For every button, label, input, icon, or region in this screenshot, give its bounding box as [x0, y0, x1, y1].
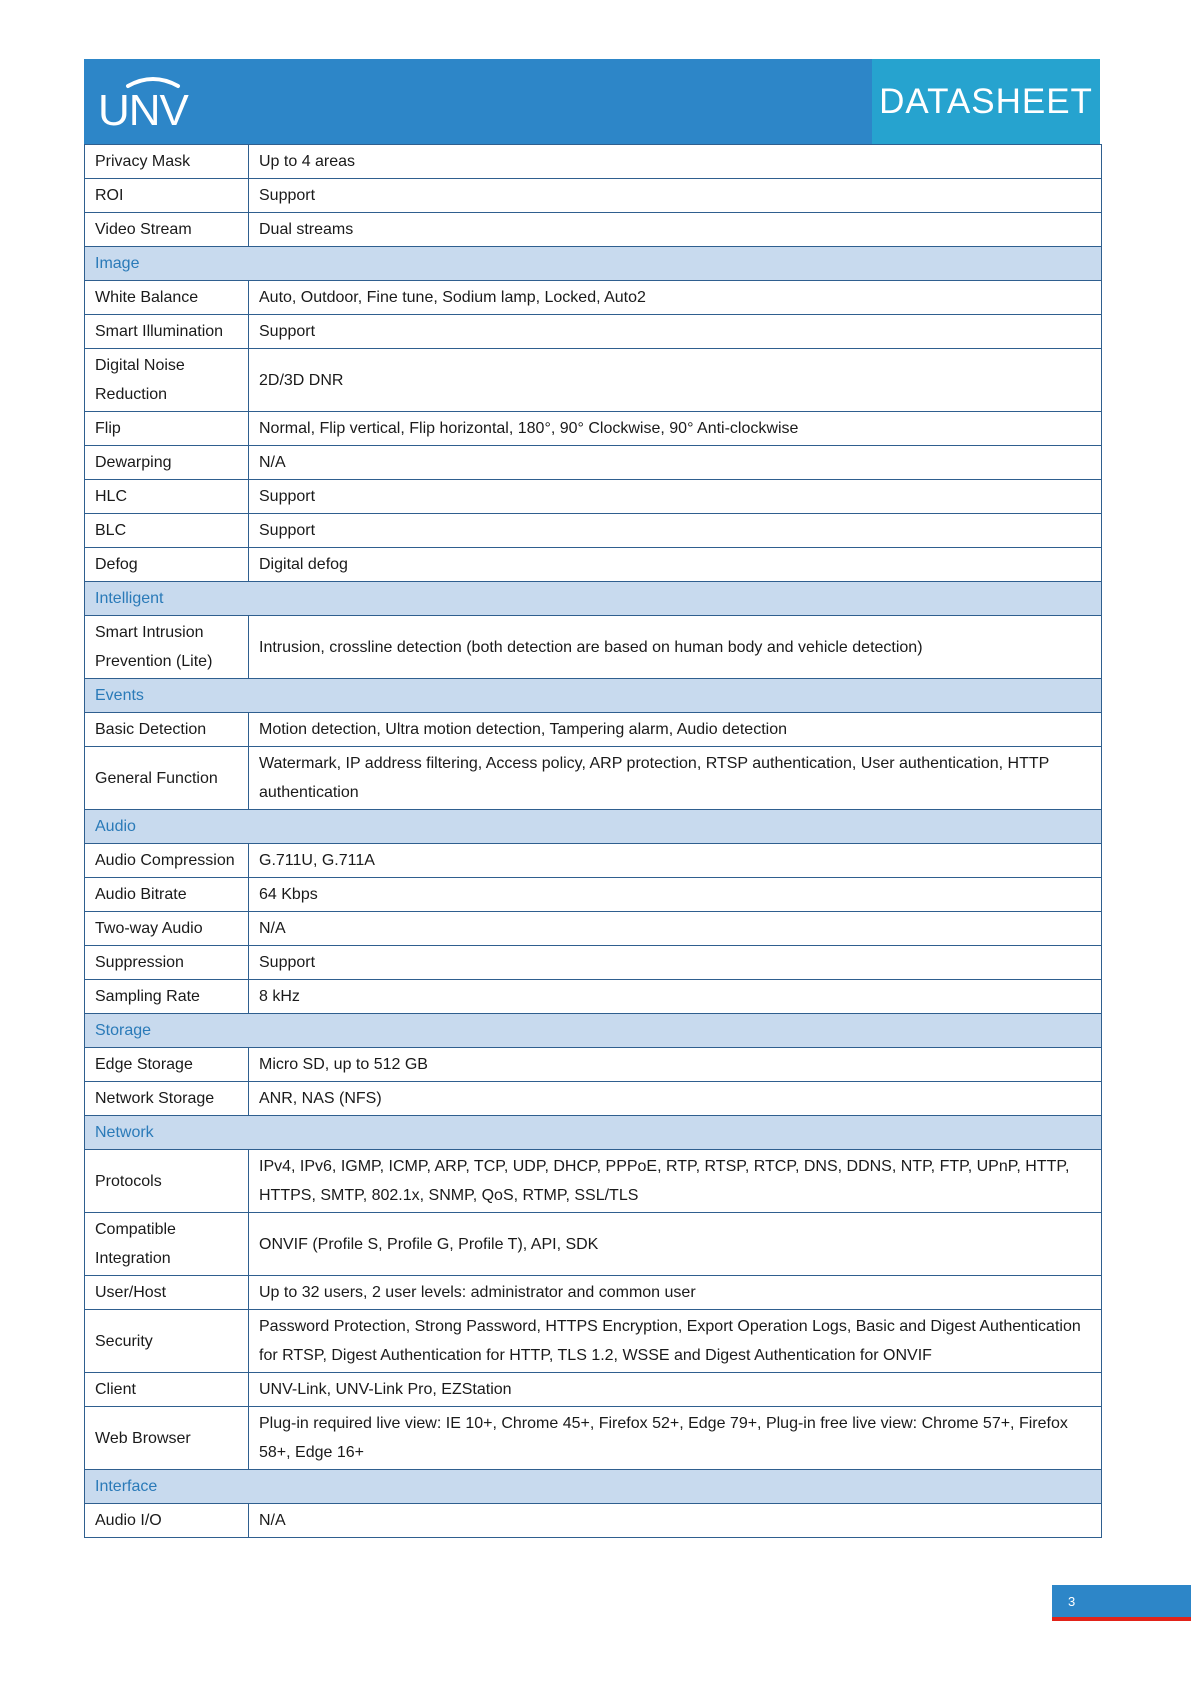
spec-value: Digital defog	[249, 548, 1102, 582]
spec-label: Web Browser	[85, 1407, 249, 1470]
spec-value: 8 kHz	[249, 980, 1102, 1014]
spec-row	[85, 1373, 1102, 1407]
spec-row	[85, 946, 1102, 980]
spec-value: Watermark, IP address filtering, Access policy, ARP protection, RTSP authentication, User authentication, HTTP authentication	[249, 747, 1102, 810]
spec-row	[85, 616, 1102, 679]
spec-label: Network Storage	[85, 1082, 249, 1116]
section-header-row	[85, 810, 1102, 844]
page-number: 3	[1052, 1585, 1191, 1617]
section-header-row	[85, 679, 1102, 713]
spec-label: Privacy Mask	[85, 145, 249, 179]
spec-row	[85, 446, 1102, 480]
spec-label: Sampling Rate	[85, 980, 249, 1014]
spec-row	[85, 844, 1102, 878]
spec-label: General Function	[85, 747, 249, 810]
spec-row	[85, 912, 1102, 946]
section-title: Audio	[85, 810, 1102, 844]
spec-label: BLC	[85, 514, 249, 548]
spec-value: Support	[249, 179, 1102, 213]
spec-row	[85, 179, 1102, 213]
spec-row	[85, 548, 1102, 582]
section-header-row	[85, 247, 1102, 281]
spec-value: Up to 32 users, 2 user levels: administrator and common user	[249, 1276, 1102, 1310]
spec-row	[85, 1504, 1102, 1538]
spec-label: Smart Intrusion Prevention (Lite)	[85, 616, 249, 679]
datasheet-badge: DATASHEET	[872, 59, 1100, 144]
section-header-row	[85, 1470, 1102, 1504]
spec-value: Support	[249, 946, 1102, 980]
spec-label: Basic Detection	[85, 713, 249, 747]
spec-value: Support	[249, 480, 1102, 514]
spec-value: N/A	[249, 912, 1102, 946]
spec-value: Support	[249, 315, 1102, 349]
spec-label: Smart Illumination	[85, 315, 249, 349]
spec-label: Security	[85, 1310, 249, 1373]
spec-row	[85, 315, 1102, 349]
spec-label: ROI	[85, 179, 249, 213]
spec-label: Defog	[85, 548, 249, 582]
spec-label: Suppression	[85, 946, 249, 980]
spec-row	[85, 1082, 1102, 1116]
section-header-row	[85, 582, 1102, 616]
spec-row	[85, 1276, 1102, 1310]
spec-row	[85, 747, 1102, 810]
spec-row	[85, 713, 1102, 747]
spec-row	[85, 1048, 1102, 1082]
spec-value: UNV-Link, UNV-Link Pro, EZStation	[249, 1373, 1102, 1407]
spec-value: Motion detection, Ultra motion detection, Tampering alarm, Audio detection	[249, 713, 1102, 747]
spec-label: Two-way Audio	[85, 912, 249, 946]
spec-value: ONVIF (Profile S, Profile G, Profile T), API, SDK	[249, 1213, 1102, 1276]
spec-value: N/A	[249, 446, 1102, 480]
spec-row	[85, 1213, 1102, 1276]
section-header-row	[85, 1014, 1102, 1048]
spec-label: Video Stream	[85, 213, 249, 247]
spec-value: 64 Kbps	[249, 878, 1102, 912]
page-header	[84, 59, 1100, 144]
spec-row	[85, 281, 1102, 315]
spec-value: Plug-in required live view: IE 10+, Chrome 45+, Firefox 52+, Edge 79+, Plug-in free live view: Chrome 57+, Firefox 58+, Edge 16+	[249, 1407, 1102, 1470]
spec-row	[85, 878, 1102, 912]
section-title: Network	[85, 1116, 1102, 1150]
section-title: Interface	[85, 1470, 1102, 1504]
spec-row	[85, 412, 1102, 446]
spec-table	[84, 144, 1102, 1538]
spec-label: Dewarping	[85, 446, 249, 480]
spec-row	[85, 1407, 1102, 1470]
spec-label: Flip	[85, 412, 249, 446]
spec-value: Micro SD, up to 512 GB	[249, 1048, 1102, 1082]
spec-row	[85, 480, 1102, 514]
svg-text:UNV: UNV	[98, 86, 188, 131]
spec-row	[85, 980, 1102, 1014]
section-title: Image	[85, 247, 1102, 281]
spec-value: Support	[249, 514, 1102, 548]
footer-accent-line	[1052, 1617, 1191, 1621]
spec-value: Intrusion, crossline detection (both detection are based on human body and vehicle detection)	[249, 616, 1102, 679]
spec-value: ANR, NAS (NFS)	[249, 1082, 1102, 1116]
spec-value: N/A	[249, 1504, 1102, 1538]
section-title: Events	[85, 679, 1102, 713]
spec-label: Compatible Integration	[85, 1213, 249, 1276]
spec-label: White Balance	[85, 281, 249, 315]
spec-label: Audio Compression	[85, 844, 249, 878]
section-title: Storage	[85, 1014, 1102, 1048]
spec-label: Edge Storage	[85, 1048, 249, 1082]
spec-value: 2D/3D DNR	[249, 349, 1102, 412]
spec-value: G.711U, G.711A	[249, 844, 1102, 878]
spec-label: Audio I/O	[85, 1504, 249, 1538]
spec-value: Auto, Outdoor, Fine tune, Sodium lamp, Locked, Auto2	[249, 281, 1102, 315]
spec-row	[85, 213, 1102, 247]
spec-label: User/Host	[85, 1276, 249, 1310]
spec-label: Protocols	[85, 1150, 249, 1213]
spec-label: Audio Bitrate	[85, 878, 249, 912]
spec-label: Client	[85, 1373, 249, 1407]
spec-value: Normal, Flip vertical, Flip horizontal, 180°, 90° Clockwise, 90° Anti-clockwise	[249, 412, 1102, 446]
spec-row	[85, 1310, 1102, 1373]
spec-value: Dual streams	[249, 213, 1102, 247]
spec-row	[85, 1150, 1102, 1213]
spec-row	[85, 145, 1102, 179]
spec-label: Digital Noise Reduction	[85, 349, 249, 412]
unv-logo	[98, 71, 208, 131]
spec-value: Password Protection, Strong Password, HTTPS Encryption, Export Operation Logs, Basic and Digest Authentication for RTSP, Digest Authentication for HTTP, TLS 1.2, WSSE and Digest Authentication for ONVIF	[249, 1310, 1102, 1373]
section-header-row	[85, 1116, 1102, 1150]
spec-row	[85, 514, 1102, 548]
spec-label: HLC	[85, 480, 249, 514]
section-title: Intelligent	[85, 582, 1102, 616]
spec-row	[85, 349, 1102, 412]
spec-value: IPv4, IPv6, IGMP, ICMP, ARP, TCP, UDP, DHCP, PPPoE, RTP, RTSP, RTCP, DNS, DDNS, NTP, FTP, UPnP, HTTP, HTTPS, SMTP, 802.1x, SNMP, QoS, RTMP, SSL/TLS	[249, 1150, 1102, 1213]
spec-value: Up to 4 areas	[249, 145, 1102, 179]
